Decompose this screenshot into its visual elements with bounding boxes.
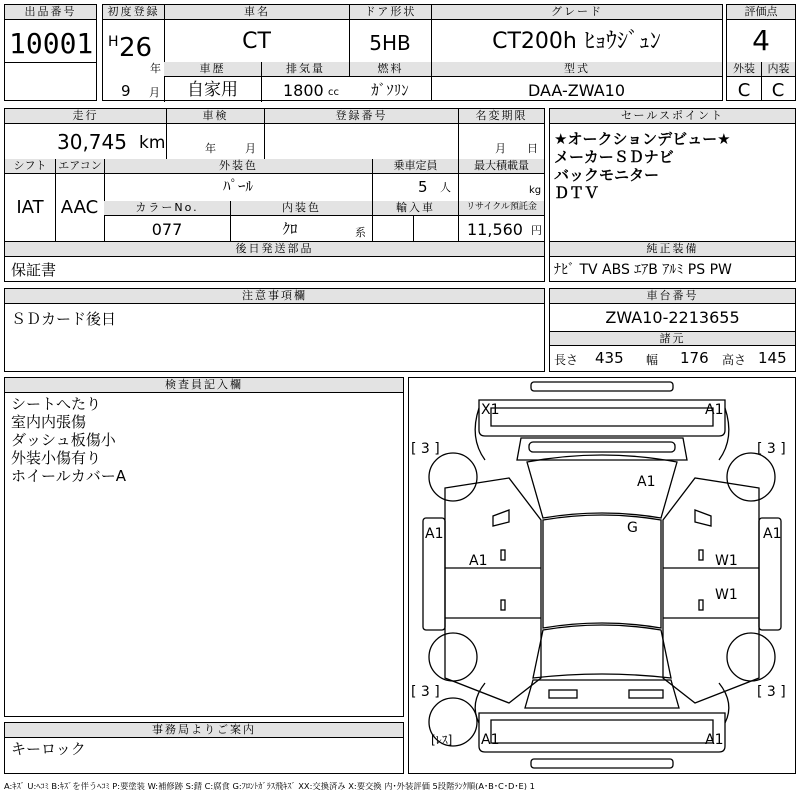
standard-equipment: ﾅﾋﾞ TV ABS ｴｱB ｱﾙﾐ PS PW — [554, 262, 732, 278]
inspection-label: 車検 — [166, 109, 264, 124]
first-reg-label: 初度登録 — [103, 5, 164, 20]
score-label: 評価点 — [727, 5, 795, 20]
inspection-year-unit: 年 — [205, 142, 216, 155]
width-label: 幅 — [646, 353, 659, 367]
tire-mark: [ 3 ] — [757, 441, 786, 457]
door-type: 5HB — [369, 31, 411, 55]
first-reg-month: 9 — [121, 82, 131, 100]
sales-points-list — [554, 130, 731, 202]
chassis-title: 車台番号 — [550, 289, 795, 304]
fuel-label: 燃料 — [349, 62, 431, 77]
max-load-unit: kg — [529, 185, 542, 196]
month-unit: 月 — [149, 86, 160, 99]
caution-title: 注意事項欄 — [5, 289, 544, 304]
capacity-unit: 人 — [440, 181, 451, 194]
vehicle-details — [4, 108, 545, 282]
later-parts: 保証書 — [11, 261, 57, 279]
sales-points — [549, 108, 796, 282]
damage-mark: W1 — [715, 553, 738, 569]
equipment-title: 純正装備 — [550, 242, 795, 257]
name-change-month-unit: 月 — [495, 142, 506, 155]
first-reg-year: 26 — [119, 33, 153, 63]
damage-marks — [425, 402, 781, 748]
lot-number: 10001 — [9, 27, 94, 60]
inspector-notes — [4, 377, 404, 717]
later-parts-title: 後日発送部品 — [5, 242, 544, 257]
year-unit: 年 — [150, 62, 161, 75]
damage-mark: A1 — [469, 553, 488, 569]
inspector-item: 室内内張傷 — [11, 413, 87, 431]
exterior-score: C — [737, 80, 751, 101]
model-label: 型式 — [431, 62, 722, 77]
damage-mark: A1 — [637, 474, 656, 490]
interior-label: 内装 — [761, 62, 795, 77]
inspector-item: ホイールカバーA — [11, 467, 126, 485]
inspector-list — [11, 395, 126, 485]
chassis-number: ZWA10-2213655 — [605, 308, 740, 327]
tire-mark: [ 3 ] — [757, 684, 786, 700]
height-value: 145 — [758, 349, 787, 367]
exterior-color: ﾊﾟｰﾙ — [222, 177, 253, 195]
grade-label: グレード — [431, 5, 722, 20]
interior-score: C — [771, 80, 785, 101]
office-title: 事務局よりご案内 — [5, 723, 403, 738]
length-value: 435 — [595, 349, 624, 367]
office-note: キーロック — [11, 740, 86, 758]
chassis-box — [549, 288, 796, 372]
capacity-label: 乗車定員 — [372, 159, 458, 174]
model-code: DAA-ZWA10 — [527, 81, 625, 100]
damage-mark: A1 — [705, 402, 724, 418]
recycle-label: リサイクル預託金 — [458, 201, 544, 216]
damage-mark: A1 — [481, 732, 500, 748]
width-value: 176 — [680, 349, 709, 367]
inspector-item: シートへたり — [11, 395, 102, 413]
lot-number-cell — [4, 4, 97, 101]
length-label: 長さ — [554, 353, 579, 367]
car-name-label: 車名 — [164, 5, 349, 20]
fuel: ｶﾞｿﾘﾝ — [371, 81, 409, 99]
recycle-unit: 円 — [531, 224, 542, 237]
score: 4 — [752, 24, 770, 57]
spare-tire-label: [ﾚｽ] — [431, 733, 453, 747]
color-number: 077 — [151, 220, 183, 239]
damage-mark: X1 — [481, 402, 500, 418]
inspection-month-unit: 月 — [245, 142, 256, 155]
exterior-color-label: 外装色 — [104, 159, 372, 174]
height-label: 高さ — [722, 353, 747, 367]
tire-mark: [ 3 ] — [411, 441, 440, 457]
registration-label: 登録番号 — [264, 109, 458, 124]
history-label: 車歴 — [164, 62, 261, 77]
damage-mark: W1 — [715, 587, 738, 603]
era-prefix: H — [108, 34, 119, 50]
car-outline-diagram — [409, 378, 795, 773]
legend: A:ｷｽﾞ U:ﾍｺﾐ B:ｷｽﾞを伴うﾍｺﾐ P:要塗装 W:補修跡 S:錆 C:腐食 G:ﾌﾛﾝﾄｶﾞﾗｽ飛ｷｽﾞ XX:交換済み X:要交換 内･外装評価 5段階ﾗﾝｸ順(A･B･C･D･E) 1 — [4, 782, 535, 791]
name-change-day-unit: 日 — [527, 142, 538, 155]
inspector-item: 外装小傷有り — [11, 449, 102, 467]
mileage-label: 走行 — [5, 109, 166, 124]
capacity: 5 — [418, 178, 428, 196]
shift-label: シフト — [5, 159, 55, 174]
damage-mark: G — [627, 520, 638, 536]
sales-point-item: バックモニター — [554, 166, 660, 184]
sales-point-item: ★オークションデビュー★ — [554, 130, 731, 148]
shift: IAT — [16, 197, 44, 218]
exterior-label: 外装 — [727, 62, 761, 77]
dimensions-title: 諸元 — [550, 332, 795, 346]
vehicle-header — [102, 4, 723, 101]
damage-mark: A1 — [425, 526, 444, 542]
interior-color: ｸﾛ — [282, 220, 298, 238]
damage-diagram — [408, 377, 796, 774]
sales-points-title: セールスポイント — [550, 109, 795, 124]
recycle-fee: 11,560 — [467, 220, 523, 239]
displacement: 1800 — [283, 81, 324, 100]
sales-point-item: メーカーＳＤナビ — [554, 148, 674, 166]
office-notice — [4, 722, 404, 774]
sales-point-item: ＤＴＶ — [554, 184, 600, 202]
car-name: CT — [242, 29, 271, 54]
interior-color-label: 内装色 — [230, 201, 372, 216]
name-change-label: 名変期限 — [458, 109, 544, 124]
ac-label: エアコン — [55, 159, 104, 174]
displacement-label: 排気量 — [261, 62, 349, 77]
score-cell — [726, 4, 796, 101]
import-label: 輸入車 — [372, 201, 458, 216]
inspector-item: ダッシュ板傷小 — [11, 431, 116, 449]
caution-note: ＳＤカード後日 — [11, 310, 117, 328]
car-history: 自家用 — [187, 80, 238, 100]
inspector-title: 検査員記入欄 — [5, 378, 403, 393]
interior-color-unit: 系 — [355, 226, 366, 239]
caution-box — [4, 288, 545, 372]
door-label: ドア形状 — [349, 5, 431, 20]
tire-mark: [ 3 ] — [411, 684, 440, 700]
displacement-unit: cc — [328, 87, 339, 98]
damage-mark: A1 — [763, 526, 782, 542]
damage-mark: A1 — [705, 732, 724, 748]
lot-number-label: 出品番号 — [5, 5, 96, 20]
mileage-unit: km — [139, 133, 166, 153]
color-no-label: カラーNo. — [104, 201, 230, 216]
grade: CT200h ﾋｮｳｼﾞｭﾝ — [492, 29, 661, 54]
air-conditioner: AAC — [60, 197, 99, 218]
max-load-label: 最大積載量 — [458, 159, 544, 174]
mileage: 30,745 — [57, 130, 127, 154]
